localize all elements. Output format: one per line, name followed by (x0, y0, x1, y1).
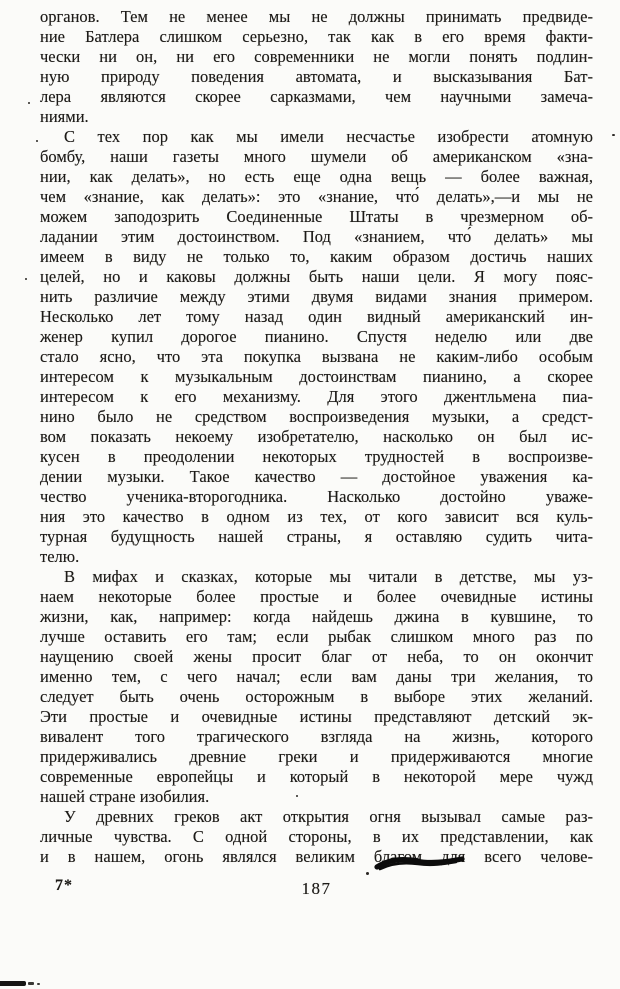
page-number: 187 (301, 879, 332, 898)
text-line: можем заподозрить Соединенные Штаты в чрезмерном об- (40, 207, 593, 226)
scan-smudge (0, 981, 26, 986)
text-line: С тех пор как мы имели несчастье изобрести атомную (64, 127, 593, 146)
paragraph (40, 7, 593, 127)
text-line: нино было не средством воспроизведения музыки, а средст- (40, 407, 593, 426)
text-line: и в нашем, огонь являлся великим благом для всего челове- (40, 847, 593, 866)
text-line: наем некоторые более простые и более очевидные истины (40, 587, 593, 606)
text-line: кусен в преодолении некоторых трудностей в воспроизве- (40, 447, 593, 466)
text-line: наущению своей жены просит благ от неба, то он окончит (40, 647, 593, 666)
text-line: следует быть очень осторожным в выборе этих желаний. (40, 687, 593, 706)
text-line: ладании этим достоинством. Под «знанием, что́ делать» мы (40, 227, 593, 246)
text-line: Эти простые и очевидные истины представляют детский эк- (40, 707, 593, 726)
text-line: ную природу поведения автомата, и высказывания Бат- (40, 67, 593, 86)
text-line: стало ясно, что эта покупка вызвана не каким-либо особым (40, 347, 593, 366)
text-line: ния это качество в одном из тех, от кого зависит вся куль- (40, 507, 593, 526)
ink-speck (366, 872, 369, 875)
text-line: жизни, как, например: когда найдешь джина в кувшине, то (40, 607, 593, 626)
text-line: личные чувства. С одной стороны, в их представлении, как (40, 827, 593, 846)
signature-mark: 7* (55, 877, 73, 894)
text-line: нии, как делать», но есть еще одна вещь — более важная, (40, 167, 593, 186)
text-line: придерживались древние греки и придерживаются многие (40, 747, 593, 766)
ink-speck (36, 140, 38, 142)
text-line: В мифах и сказках, которые мы читали в детстве, мы уз- (64, 567, 593, 586)
text-block (40, 7, 593, 867)
text-line: телю. (40, 547, 80, 566)
text-line: вом показать некоему изобретателю, насколько он был ис- (40, 427, 593, 446)
scan-smudge-speck (37, 983, 40, 985)
text-line: имеем в виду не только то, каким образом достичь наших (40, 247, 593, 266)
text-line: интересом к музыкальным достоинствам пианино, а скорее (40, 367, 593, 386)
text-line: органов. Тем не менее мы не должны принимать предвиде- (40, 7, 593, 26)
paragraph (40, 807, 593, 867)
text-line: лера являются скорее сарказмами, чем научными замеча- (40, 87, 593, 106)
ink-speck (28, 102, 30, 104)
ink-speck (25, 278, 27, 280)
ink-speck (296, 795, 298, 797)
text-line: бомбу, наши газеты много шумели об американском «зна- (40, 147, 593, 166)
text-line: женер купил дорогое пианино. Спустя неделю или две (40, 327, 593, 346)
paragraph (40, 567, 593, 807)
scan-smudge-speck (28, 982, 34, 985)
text-line: турная будущность нашей страны, я оставляю судить чита- (40, 527, 593, 546)
text-line: чество ученика-второгодника. Насколько достойно уваже- (40, 487, 593, 506)
text-line: чем «знание, как делать»: это «знание, что́ делать»,—и мы не (40, 187, 593, 206)
text-line: нить различие между этими двумя видами знания примером. (40, 287, 593, 306)
ink-speck (612, 134, 615, 136)
text-line: вивалент того трагического взгляда на жизнь, которого (40, 727, 593, 746)
text-line: лучше оставить его там; если рыбак слишком много раз по (40, 627, 593, 646)
text-line: целей, но и каковы должны быть наши цели. Я могу пояс- (40, 267, 593, 286)
paragraph (40, 127, 593, 567)
text-line: ние Батлера слишком серьезно, так как в его время факти- (40, 27, 593, 46)
text-line: чески ни он, ни его современники не могли понять подлин- (40, 47, 593, 66)
text-line: интересом к его механизму. Для этого джентльмена пиа- (40, 387, 593, 406)
text-line: Несколько лет тому назад один видный американский ин- (40, 307, 593, 326)
text-line: ниями. (40, 107, 89, 126)
text-line: современные европейцы и который в некоторой мере чужд (40, 767, 593, 786)
text-line: У древних греков акт открытия огня вызывал самые раз- (64, 807, 593, 826)
text-line: именно тем, с чего начал; если вам даны три желания, то (40, 667, 593, 686)
text-line: нашей стране изобилия. (40, 787, 210, 806)
text-line: дении музыки. Такое качество — достойное уважения ка- (40, 467, 593, 486)
